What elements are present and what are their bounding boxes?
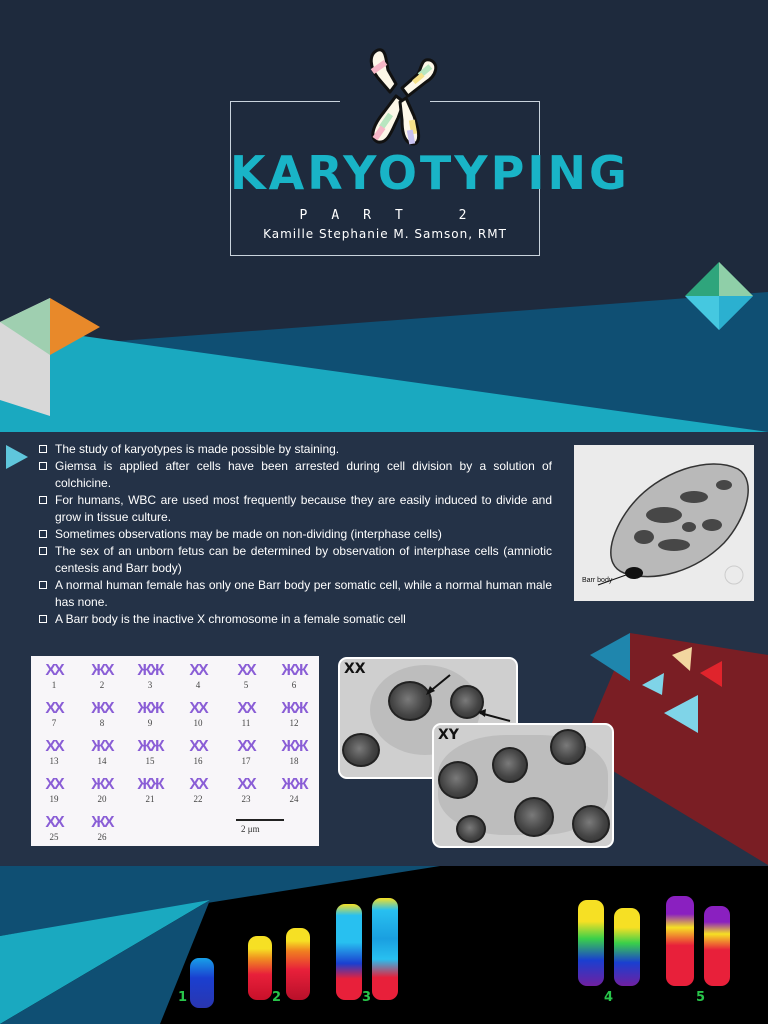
chromosome-number: 11 <box>241 718 251 728</box>
chromosome <box>666 896 694 986</box>
nucleus <box>438 761 478 799</box>
chromosome-glyph: XX <box>45 662 63 679</box>
chromosome-pair <box>34 738 74 766</box>
chromosome-pair <box>274 738 314 766</box>
xx-label: XX <box>344 661 366 677</box>
chromosome-number: 13 <box>49 756 59 766</box>
chromosome-glyph: ЖЖ <box>137 776 163 793</box>
chromosome-glyph: XX <box>45 738 63 755</box>
chromosome-glyph: ЖЖ <box>281 738 307 755</box>
bullet-item: The study of karyotypes is made possible by staining. <box>38 441 552 458</box>
chromosome-glyph: XX <box>189 700 207 717</box>
chromosome-number: 12 <box>289 718 299 728</box>
chromosome-pair <box>82 738 122 766</box>
chromosome <box>190 958 214 1008</box>
karyotype-image <box>31 656 319 846</box>
nucleus <box>572 805 610 843</box>
chromosome-number: 8 <box>99 718 105 728</box>
chromosome-pair <box>274 662 314 690</box>
chromosome-glyph: ЖX <box>91 814 113 831</box>
chromosome-glyph: XX <box>45 776 63 793</box>
chromosome-pair <box>178 662 218 690</box>
chromosome-pair <box>82 662 122 690</box>
barr-body-label: Barr body <box>582 577 613 584</box>
chromosome-glyph: XX <box>189 662 207 679</box>
chromosome-glyph: ЖX <box>91 776 113 793</box>
chromosome-glyph: ЖЖ <box>137 738 163 755</box>
chromosome-label: 3 <box>362 990 372 1005</box>
chromosome-pair <box>178 738 218 766</box>
chromosome-label: 5 <box>696 990 706 1005</box>
chromosome-pair <box>226 662 266 690</box>
chromosome-pair <box>130 776 170 804</box>
chromosome-number: 20 <box>97 794 107 804</box>
chromosome-pair <box>274 700 314 728</box>
chromosome-number: 21 <box>145 794 155 804</box>
chromosome-glyph: ЖЖ <box>281 662 307 679</box>
chromosome-number: 25 <box>49 832 59 842</box>
chromosome-glyph: ХX <box>237 662 255 679</box>
fish-photo-slide <box>0 866 768 1024</box>
chromosome-number: 7 <box>51 718 57 728</box>
bullet-item: Sometimes observations may be made on non-dividing (interphase cells) <box>38 526 552 543</box>
cyan-arrow-marker <box>6 445 28 469</box>
chromosome-number: 1 <box>51 680 57 690</box>
chromosome <box>704 906 730 986</box>
nucleus <box>492 747 528 783</box>
chromosome <box>336 904 362 1000</box>
chromosome-glyph: ЖЖ <box>281 776 307 793</box>
bullet-item: A normal human female has only one Barr body per somatic cell, while a normal human male has none. <box>38 577 552 611</box>
chromosome-pair <box>274 776 314 804</box>
chromosome-number: 23 <box>241 794 251 804</box>
chromosome-number: 2 <box>99 680 105 690</box>
xy-cells-image <box>432 723 614 848</box>
slide-subtitle: PART 2 <box>299 208 491 223</box>
scale-label: 2 μm <box>241 824 260 834</box>
chromosome-number: 6 <box>291 680 297 690</box>
chromosome-glyph: ХX <box>237 776 255 793</box>
chromosome-pair <box>130 700 170 728</box>
nucleus <box>514 797 554 837</box>
chromosome-pair <box>34 700 74 728</box>
chromosome-number: 26 <box>97 832 107 842</box>
chromosome-pair <box>130 738 170 766</box>
chromosome-number: 22 <box>193 794 203 804</box>
chromosome-number: 5 <box>243 680 249 690</box>
chromosome-pair <box>34 814 74 842</box>
barr-body-image <box>574 445 754 601</box>
green-diamond-light <box>719 262 753 296</box>
chromosome-pair <box>34 662 74 690</box>
chromosome-pair <box>82 776 122 804</box>
chromosome-number: 24 <box>289 794 299 804</box>
chromosome <box>578 900 604 986</box>
author-name: Kamille Stephanie M. Samson, RMT <box>263 227 507 241</box>
chromosome-number: 17 <box>241 756 251 766</box>
chromosome-pair <box>226 738 266 766</box>
blue-triangle-large <box>590 633 630 681</box>
chromosome-number: 4 <box>195 680 201 690</box>
chromosome-number: 3 <box>147 680 153 690</box>
chromosome-glyph: XX <box>45 814 63 831</box>
chromosome-label: 4 <box>604 990 614 1005</box>
chromosome-glyph: XX <box>45 700 63 717</box>
scale-bar <box>236 819 284 821</box>
nucleus <box>550 729 586 765</box>
chromosome-pair <box>34 776 74 804</box>
bullet-item: The sex of an unborn fetus can be determined by observation of interphase cells (amniotic centesis and Barr body) <box>38 543 552 577</box>
bullet-item: For humans, WBC are used most frequently because they are easily induced to divide and grow in tissue culture. <box>38 492 552 526</box>
bullet-list <box>38 441 552 628</box>
chromosome-glyph: ЖX <box>91 662 113 679</box>
chromosome-pair <box>226 700 266 728</box>
chromosome-glyph: ЖЖ <box>137 662 163 679</box>
chromosome-glyph: ЖЖ <box>137 700 163 717</box>
bullet-item: A Barr body is the inactive X chromosome in a female somatic cell <box>38 611 552 628</box>
chromosome-label: 1 <box>178 990 188 1005</box>
slide-title: KARYOTYPING <box>230 146 630 200</box>
chromosome-pair <box>82 700 122 728</box>
chromosome-number: 16 <box>193 756 203 766</box>
chromosome-glyph: ХX <box>237 700 255 717</box>
title-slide <box>0 0 768 432</box>
chromosome-number: 18 <box>289 756 299 766</box>
chromosome-number: 9 <box>147 718 153 728</box>
bullet-item: Giemsa is applied after cells have been arrested during cell division by a solution of colchicine. <box>38 458 552 492</box>
chromosome <box>372 898 398 1000</box>
chromosome-pair <box>130 662 170 690</box>
chromosome-pair <box>82 814 122 842</box>
chromosome-icon <box>356 44 446 148</box>
chromosome-pair <box>226 776 266 804</box>
chromosome-glyph: XX <box>189 776 207 793</box>
chromosome <box>614 908 640 986</box>
chromosome <box>286 928 310 1000</box>
chromosome-pair <box>178 700 218 728</box>
chromosome-glyph: XX <box>189 738 207 755</box>
chromosome-label: 2 <box>272 990 282 1005</box>
chromosome <box>248 936 272 1000</box>
xy-label: XY <box>438 727 459 743</box>
chromosome-glyph: ХX <box>237 738 255 755</box>
nucleus <box>456 815 486 843</box>
chromosome-pair <box>178 776 218 804</box>
chromosome-glyph: ЖX <box>91 700 113 717</box>
chromosome-number: 14 <box>97 756 107 766</box>
chromosome-number: 15 <box>145 756 155 766</box>
chromosome-number: 10 <box>193 718 203 728</box>
chromosome-glyph: ЖX <box>91 738 113 755</box>
chromosome-glyph: ЖЖ <box>281 700 307 717</box>
chromosome-number: 19 <box>49 794 59 804</box>
